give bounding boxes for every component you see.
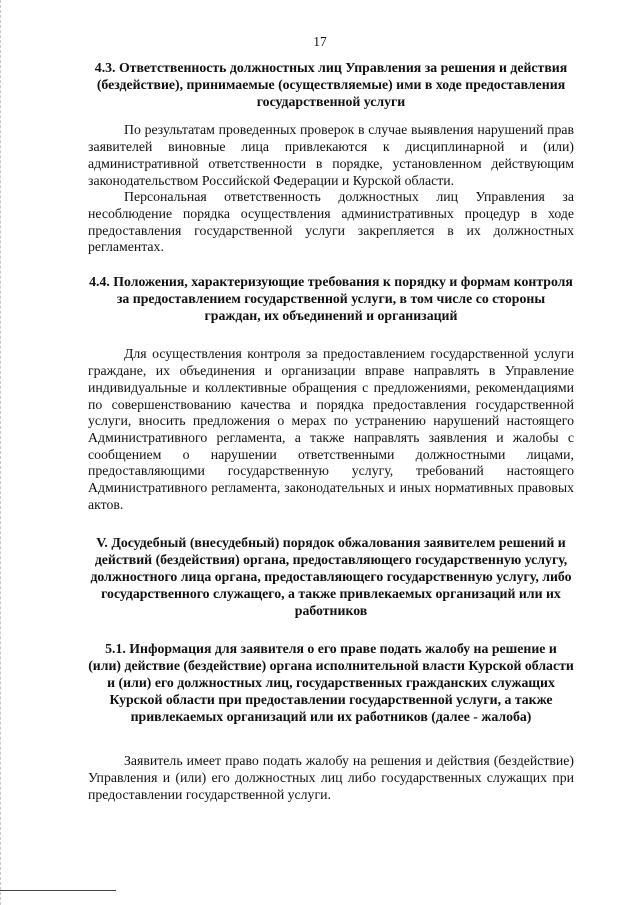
section-heading-5-1: 5.1. Информация для заявителя о его праве подать жалобу на решение и (или) действие (бездействие) органа исполнительной власти Курской области и (или) его должностных лиц, государственных гражданских служащих Курской области при предоставлении государственной услуги, а также привлекаемых организаций или их работников (далее - жалоба) — [88, 641, 574, 724]
section-heading-4-4: 4.4. Положения, характеризующие требования к порядку и формам контроля за предоставлением государственной услуги, в том числе со стороны граждан, их объединений и организаций — [89, 274, 573, 323]
document-body — [88, 60, 574, 804]
section-4-3-paragraph-1: По результатам проведенных проверок в случае выявления нарушений прав заявителей виновные лица привлекаются к дисциплинарной и (или) административной ответственности в порядке, установленном действующим законодательством Российской Федерации и Курской области. — [88, 122, 574, 188]
section-4-4-paragraph-1: Для осуществления контроля за предоставлением государственной услуги граждане, их объединения и организации вправе направлять в Управление индивидуальные и коллективные обращения с предложениями, рекомендациями по совершенствованию качества и порядка предоставления государственной услуги, вносить предложения о мерах по устранению нарушений настоящего Административного регламента, а также направлять заявления и жалобы с сообщением о нарушении ответственными должностными лицами, предоставляющими государственную услугу, требований настоящего Административного регламента, законодательных и иных нормативных правовых актов. — [88, 346, 574, 512]
section-heading-4-3: 4.3. Ответственность должностных лиц Управления за решения и действия (бездействие), принимаемые (осуществляемые) ими в ходе предоставления государственной услуги — [94, 60, 568, 109]
scan-edge-mark — [0, 0, 3, 905]
footer-rule — [0, 890, 116, 891]
section-4-3-paragraph-2: Персональная ответственность должностных лиц Управления за несоблюдение порядка осуществления административных процедур в ходе предоставления государственной услуги закрепляется в их должностных регламентах. — [88, 189, 574, 255]
page-number: 17 — [313, 34, 327, 49]
section-heading-v: V. Досудебный (внесудебный) порядок обжалования заявителем решений и действий (бездействия) органа, предоставляющего государственную услугу, должностного лица органа, предоставляющего государственную услугу, либо государственного служащего, а также привлекаемых организаций или их работников — [90, 535, 572, 618]
section-5-1-paragraph-1: Заявитель имеет право подать жалобу на решения и действия (бездействие) Управления и (или) его должностных лиц либо государственных служащих при предоставлении государственной услуги. — [88, 753, 574, 802]
